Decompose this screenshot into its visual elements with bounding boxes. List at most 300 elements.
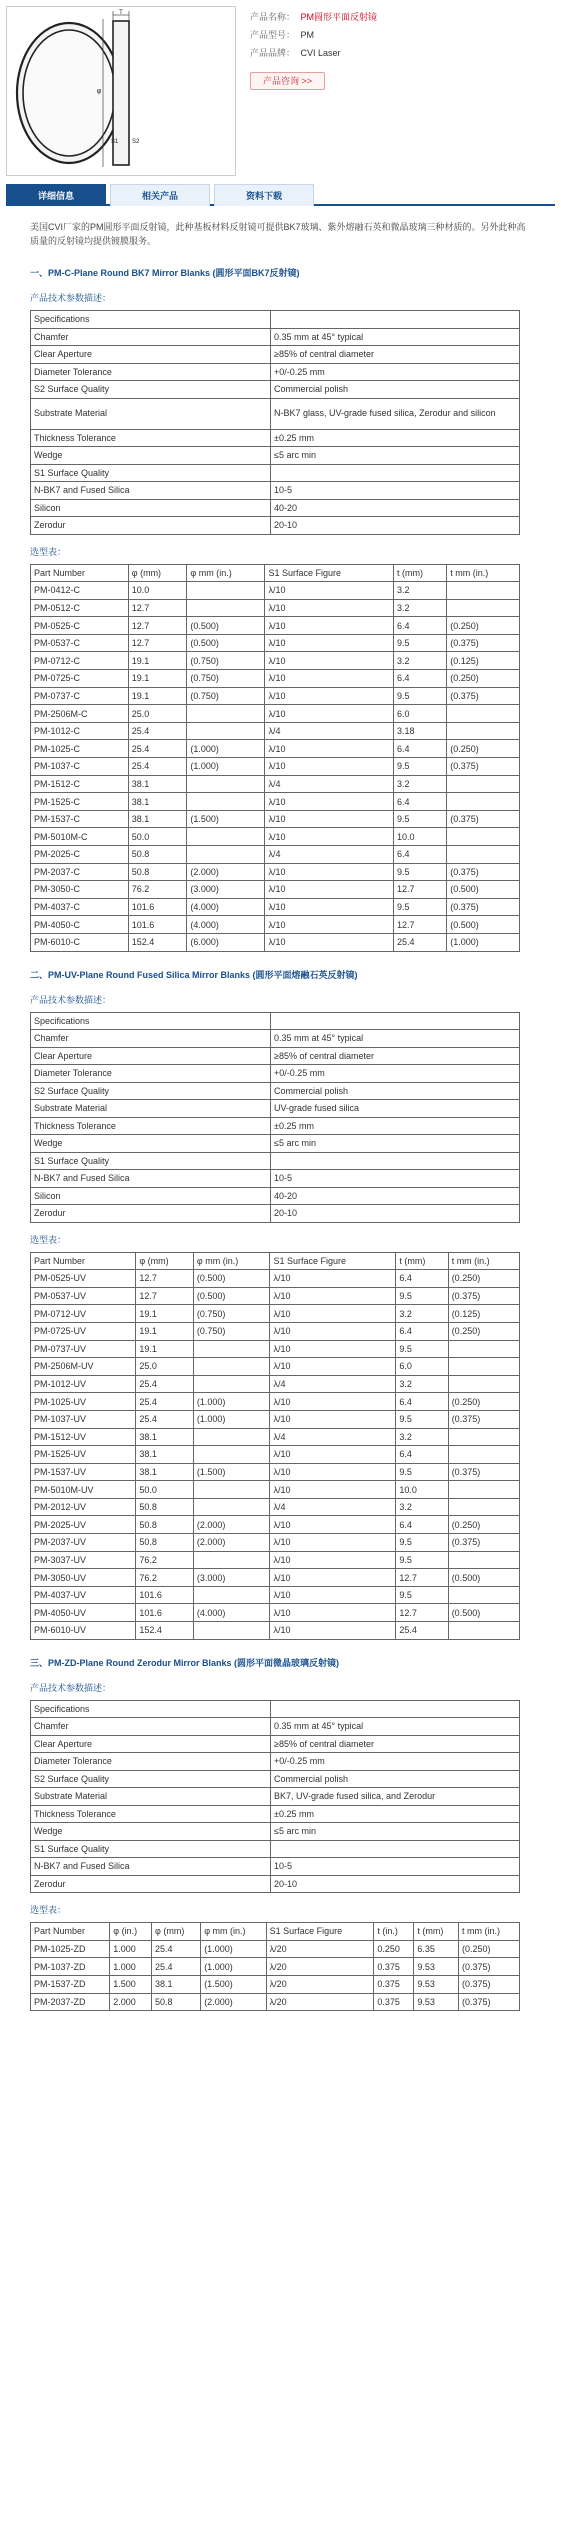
spec-value-cell: 20-10	[271, 1875, 520, 1893]
column-header: Part Number	[31, 564, 129, 582]
table-cell: (2.000)	[201, 1993, 266, 2011]
table-cell: (0.500)	[193, 1270, 270, 1288]
part-number-cell: PM-5010M-UV	[31, 1481, 136, 1499]
spec-name-cell: Clear Aperture	[31, 1047, 271, 1065]
table-cell: λ/10	[265, 740, 393, 758]
spec-name-cell: Diameter Tolerance	[31, 1753, 271, 1771]
spec-row	[31, 1012, 520, 1030]
table-cell	[447, 599, 520, 617]
table-cell: 3.2	[393, 582, 446, 600]
table-cell: (0.500)	[448, 1604, 519, 1622]
spec-name-cell: Wedge	[31, 1823, 271, 1841]
part-number-cell: PM-4037-UV	[31, 1586, 136, 1604]
table-cell: 50.8	[136, 1498, 194, 1516]
table-row	[31, 1375, 520, 1393]
table-cell: λ/10	[270, 1287, 396, 1305]
table-cell: 6.0	[393, 705, 446, 723]
table-cell: 25.4	[393, 933, 446, 951]
column-header: t mm (in.)	[447, 564, 520, 582]
table-cell: 25.4	[128, 740, 187, 758]
part-number-cell: PM-1037-UV	[31, 1410, 136, 1428]
spec-name-cell: Wedge	[31, 447, 271, 465]
part-number-cell: PM-0512-C	[31, 599, 129, 617]
table-cell: (0.375)	[447, 687, 520, 705]
table-row	[31, 1516, 520, 1534]
part-number-cell: PM-5010M-C	[31, 828, 129, 846]
table-cell: 0.375	[374, 1975, 414, 1993]
table-row	[31, 793, 520, 811]
table-cell: 38.1	[136, 1463, 194, 1481]
table-cell: 0.375	[374, 1993, 414, 2011]
table-cell: λ/10	[270, 1463, 396, 1481]
table-cell: (2.000)	[193, 1534, 270, 1552]
table-cell: 9.53	[414, 1975, 459, 1993]
column-header: t (in.)	[374, 1923, 414, 1941]
table-cell: λ/10	[270, 1586, 396, 1604]
table-cell: (0.375)	[448, 1463, 519, 1481]
part-number-cell: PM-0725-C	[31, 670, 129, 688]
spec-row	[31, 1082, 520, 1100]
product-image	[6, 6, 236, 176]
selection-table	[30, 564, 520, 952]
table-cell: 38.1	[128, 810, 187, 828]
table-cell: 9.5	[396, 1551, 448, 1569]
part-number-cell: PM-1537-ZD	[31, 1975, 110, 1993]
table-row	[31, 617, 520, 635]
table-cell	[187, 582, 265, 600]
table-cell: 76.2	[128, 881, 187, 899]
table-row	[31, 1393, 520, 1411]
spec-row	[31, 1700, 520, 1718]
part-number-cell: PM-4037-C	[31, 898, 129, 916]
spec-row	[31, 363, 520, 381]
spec-value-cell: +0/-0.25 mm	[271, 1753, 520, 1771]
table-cell: (1.000)	[187, 758, 265, 776]
spec-name-cell: Specifications	[31, 1700, 271, 1718]
table-cell: 9.5	[393, 758, 446, 776]
spec-name-cell: Zerodur	[31, 1205, 271, 1223]
spec-value-cell	[271, 1700, 520, 1718]
part-number-cell: PM-6010-UV	[31, 1622, 136, 1640]
column-header: φ (mm)	[136, 1252, 194, 1270]
spec-value-cell: 40-20	[271, 499, 520, 517]
column-header: Part Number	[31, 1923, 110, 1941]
table-cell: 3.2	[396, 1375, 448, 1393]
table-cell: (2.000)	[193, 1516, 270, 1534]
spec-name-cell: N-BK7 and Fused Silica	[31, 482, 271, 500]
spec-value-cell: ≥85% of central diameter	[271, 1047, 520, 1065]
table-cell: 1.000	[110, 1958, 152, 1976]
table-cell: 9.5	[393, 898, 446, 916]
part-number-cell: PM-1537-C	[31, 810, 129, 828]
table-cell: 19.1	[128, 652, 187, 670]
table-cell: 38.1	[136, 1446, 194, 1464]
spec-row	[31, 1823, 520, 1841]
table-cell: 3.2	[393, 652, 446, 670]
part-number-cell: PM-0712-UV	[31, 1305, 136, 1323]
spec-value-cell: 10-5	[271, 482, 520, 500]
table-cell: λ/20	[266, 1993, 374, 2011]
spec-name-cell: Specifications	[31, 311, 271, 329]
spec-name-cell: Silicon	[31, 499, 271, 517]
spec-name-cell: Substrate Material	[31, 1100, 271, 1118]
table-row	[31, 1428, 520, 1446]
table-row	[31, 1270, 520, 1288]
spec-row	[31, 1187, 520, 1205]
spec-row	[31, 1753, 520, 1771]
part-number-cell: PM-0537-C	[31, 634, 129, 652]
table-cell: 3.2	[396, 1428, 448, 1446]
table-cell: λ/10	[270, 1340, 396, 1358]
product-name-line	[250, 8, 550, 26]
section-title: 三、PM-ZD-Plane Round Zerodur Mirror Blanks (圆形平面微晶玻璃反射镜)	[30, 1657, 340, 1668]
spec-row	[31, 1718, 520, 1736]
spec-row	[31, 1047, 520, 1065]
tab-details[interactable]: 详细信息	[6, 184, 106, 206]
table-cell: 101.6	[128, 916, 187, 934]
table-cell	[193, 1358, 270, 1376]
table-row	[31, 1463, 520, 1481]
table-cell	[448, 1498, 519, 1516]
section-title: 一、PM-C-Plane Round BK7 Mirror Blanks (圆形平面BK7反射镜)	[30, 268, 300, 278]
column-header: S1 Surface Figure	[270, 1252, 396, 1270]
table-cell: λ/10	[270, 1322, 396, 1340]
table-cell: λ/4	[265, 775, 393, 793]
table-cell: 9.5	[393, 687, 446, 705]
spec-value-cell: ≤5 arc min	[271, 447, 520, 465]
table-cell: 6.4	[396, 1322, 448, 1340]
spec-name-cell: N-BK7 and Fused Silica	[31, 1170, 271, 1188]
table-cell: λ/10	[265, 810, 393, 828]
table-cell: (6.000)	[187, 933, 265, 951]
inquiry-button[interactable]: 产品咨询 >>	[250, 72, 325, 90]
table-cell: (4.000)	[193, 1604, 270, 1622]
table-cell	[448, 1481, 519, 1499]
table-cell	[187, 599, 265, 617]
table-cell: (0.375)	[447, 810, 520, 828]
part-number-cell: PM-2037-UV	[31, 1534, 136, 1552]
table-cell: 2.000	[110, 1993, 152, 2011]
table-cell: λ/10	[265, 933, 393, 951]
part-number-cell: PM-0525-C	[31, 617, 129, 635]
table-cell: 12.7	[128, 634, 187, 652]
table-row	[31, 933, 520, 951]
table-cell: 10.0	[393, 828, 446, 846]
table-cell: λ/10	[265, 687, 393, 705]
table-cell: (0.375)	[459, 1975, 520, 1993]
part-number-cell: PM-1037-C	[31, 758, 129, 776]
table-cell: (0.250)	[447, 670, 520, 688]
table-cell	[448, 1340, 519, 1358]
table-cell: (0.250)	[448, 1270, 519, 1288]
spec-value-cell: ≥85% of central diameter	[271, 346, 520, 364]
spec-row	[31, 1788, 520, 1806]
table-cell: (1.000)	[187, 740, 265, 758]
table-cell: 12.7	[136, 1270, 194, 1288]
table-cell: (0.250)	[448, 1322, 519, 1340]
table-cell: 38.1	[152, 1975, 201, 1993]
table-cell: (0.375)	[459, 1958, 520, 1976]
table-cell: (0.500)	[447, 916, 520, 934]
table-cell: 6.35	[414, 1940, 459, 1958]
table-cell: 50.8	[136, 1534, 194, 1552]
spec-value-cell: 10-5	[271, 1858, 520, 1876]
spec-name-cell: Specifications	[31, 1012, 271, 1030]
spec-value-cell: ≤5 arc min	[271, 1823, 520, 1841]
table-cell: 9.5	[396, 1340, 448, 1358]
table-cell: λ/10	[265, 758, 393, 776]
product-section	[30, 968, 531, 1640]
table-row	[31, 634, 520, 652]
spec-name-cell: Silicon	[31, 1187, 271, 1205]
table-cell: (1.000)	[193, 1410, 270, 1428]
table-cell	[187, 705, 265, 723]
table-cell: 9.53	[414, 1993, 459, 2011]
table-row	[31, 1958, 520, 1976]
table-cell	[187, 775, 265, 793]
table-cell: λ/10	[265, 916, 393, 934]
spec-row	[31, 398, 520, 429]
table-cell: 9.5	[393, 634, 446, 652]
table-cell	[193, 1586, 270, 1604]
product-brand-line	[250, 44, 550, 62]
spec-value-cell: ≤5 arc min	[271, 1135, 520, 1153]
table-row	[31, 810, 520, 828]
spec-row	[31, 1770, 520, 1788]
table-cell	[187, 846, 265, 864]
spec-label: 产品技术参数描述：	[30, 293, 112, 303]
tab-bar	[6, 184, 555, 206]
table-row	[31, 846, 520, 864]
spec-value-cell: ±0.25 mm	[271, 1805, 520, 1823]
table-row	[31, 1534, 520, 1552]
part-number-cell: PM-4050-UV	[31, 1604, 136, 1622]
table-cell: λ/10	[270, 1270, 396, 1288]
product-model-line	[250, 26, 550, 44]
part-number-cell: PM-0725-UV	[31, 1322, 136, 1340]
table-cell	[448, 1358, 519, 1376]
table-cell	[193, 1446, 270, 1464]
sections-container	[30, 266, 531, 2011]
part-number-cell: PM-2506M-UV	[31, 1358, 136, 1376]
table-row	[31, 687, 520, 705]
table-row	[31, 1481, 520, 1499]
table-cell	[448, 1446, 519, 1464]
table-row	[31, 881, 520, 899]
table-cell: λ/10	[265, 828, 393, 846]
spec-row	[31, 328, 520, 346]
spec-row	[31, 311, 520, 329]
tab-downloads[interactable]: 资料下载	[214, 184, 314, 206]
table-header-row	[31, 1252, 520, 1270]
part-number-cell: PM-3037-UV	[31, 1551, 136, 1569]
product-model-label: 产品型号：	[250, 30, 296, 40]
spec-row	[31, 1735, 520, 1753]
part-number-cell: PM-1512-UV	[31, 1428, 136, 1446]
table-header-row	[31, 1923, 520, 1941]
table-cell: 50.8	[136, 1516, 194, 1534]
table-cell: λ/10	[265, 599, 393, 617]
table-cell: (1.000)	[193, 1393, 270, 1411]
part-number-cell: PM-1012-UV	[31, 1375, 136, 1393]
spec-row	[31, 517, 520, 535]
part-number-cell: PM-1525-UV	[31, 1446, 136, 1464]
selection-table	[30, 1252, 520, 1640]
table-cell	[193, 1551, 270, 1569]
column-header: φ (mm)	[152, 1923, 201, 1941]
spec-row	[31, 1840, 520, 1858]
part-number-cell: PM-2506M-C	[31, 705, 129, 723]
spec-name-cell: Diameter Tolerance	[31, 1065, 271, 1083]
intro-text: 美国CVI厂家的PM圆形平面反射镜，此种基板材料反射镜可提供BK7玻璃、紫外熔融石英和微晶玻璃三种材质的。另外此种高质量的反射镜均提供镀膜服务。	[30, 222, 526, 246]
spec-name-cell: Chamfer	[31, 1030, 271, 1048]
table-cell: λ/10	[265, 634, 393, 652]
column-header: t (mm)	[393, 564, 446, 582]
table-row	[31, 1305, 520, 1323]
table-cell: 9.5	[396, 1534, 448, 1552]
table-cell: λ/10	[270, 1393, 396, 1411]
spec-value-cell	[271, 1840, 520, 1858]
table-cell	[447, 846, 520, 864]
table-row	[31, 1993, 520, 2011]
spec-row	[31, 1135, 520, 1153]
table-cell: λ/10	[265, 881, 393, 899]
table-cell: 25.4	[136, 1393, 194, 1411]
table-cell: 1.500	[110, 1975, 152, 1993]
spec-row	[31, 1170, 520, 1188]
product-name-label: 产品名称：	[250, 12, 296, 22]
table-row	[31, 1569, 520, 1587]
table-cell: 25.4	[128, 758, 187, 776]
table-cell: (0.500)	[187, 634, 265, 652]
table-cell: (4.000)	[187, 898, 265, 916]
table-cell	[193, 1428, 270, 1446]
table-cell: 38.1	[136, 1428, 194, 1446]
spec-row	[31, 1117, 520, 1135]
table-cell: 25.4	[136, 1410, 194, 1428]
spec-row	[31, 464, 520, 482]
table-cell: 9.5	[396, 1586, 448, 1604]
table-cell: 3.2	[396, 1305, 448, 1323]
spec-value-cell: BK7, UV-grade fused silica, and Zerodur	[271, 1788, 520, 1806]
tab-related-products[interactable]: 相关产品	[110, 184, 210, 206]
spec-name-cell: N-BK7 and Fused Silica	[31, 1858, 271, 1876]
product-section	[30, 1656, 531, 2011]
table-cell: 19.1	[128, 670, 187, 688]
table-cell: 6.4	[396, 1270, 448, 1288]
table-cell: 50.8	[128, 863, 187, 881]
table-cell	[448, 1622, 519, 1640]
table-cell: (0.500)	[187, 617, 265, 635]
table-cell: 6.4	[396, 1393, 448, 1411]
table-cell: 3.18	[393, 722, 446, 740]
table-cell: 38.1	[128, 793, 187, 811]
spec-value-cell	[271, 311, 520, 329]
table-cell: (0.375)	[448, 1534, 519, 1552]
product-brand-label: 产品品牌：	[250, 48, 296, 58]
spec-label: 产品技术参数描述：	[30, 1682, 112, 1693]
part-number-cell: PM-0712-C	[31, 652, 129, 670]
table-cell: (3.000)	[193, 1569, 270, 1587]
product-name-value[interactable]: PM圆形平面反射镜	[300, 12, 378, 22]
spec-name-cell: Substrate Material	[31, 398, 271, 429]
table-cell: 10.0	[396, 1481, 448, 1499]
table-cell: 6.0	[396, 1358, 448, 1376]
table-cell: (0.250)	[447, 617, 520, 635]
spec-row	[31, 1065, 520, 1083]
spec-name-cell: Chamfer	[31, 1718, 271, 1736]
table-cell: λ/20	[266, 1940, 374, 1958]
table-cell: 101.6	[128, 898, 187, 916]
spec-name-cell: Zerodur	[31, 1875, 271, 1893]
table-cell	[447, 582, 520, 600]
part-number-cell: PM-4050-C	[31, 916, 129, 934]
part-number-cell: PM-1537-UV	[31, 1463, 136, 1481]
figure-label-t: T	[119, 10, 123, 16]
table-cell: λ/10	[270, 1569, 396, 1587]
table-cell: λ/4	[270, 1375, 396, 1393]
table-cell: λ/10	[270, 1516, 396, 1534]
spec-value-cell	[271, 464, 520, 482]
spec-name-cell: S1 Surface Quality	[31, 464, 271, 482]
table-cell: 12.7	[128, 599, 187, 617]
part-number-cell: PM-1525-C	[31, 793, 129, 811]
table-row	[31, 1322, 520, 1340]
mirror-drawing-icon	[7, 7, 235, 175]
table-cell: 50.0	[128, 828, 187, 846]
table-row	[31, 1410, 520, 1428]
spec-name-cell: Thickness Tolerance	[31, 429, 271, 447]
column-header: φ (mm)	[128, 564, 187, 582]
spec-value-cell: 10-5	[271, 1170, 520, 1188]
table-cell: 19.1	[136, 1340, 194, 1358]
spec-table	[30, 310, 520, 535]
part-number-cell: PM-1025-C	[31, 740, 129, 758]
table-cell: 12.7	[393, 916, 446, 934]
table-cell: λ/10	[270, 1604, 396, 1622]
part-number-cell: PM-0412-C	[31, 582, 129, 600]
table-cell: 76.2	[136, 1569, 194, 1587]
table-cell: λ/4	[270, 1498, 396, 1516]
column-header: S1 Surface Figure	[265, 564, 393, 582]
spec-label: 产品技术参数描述：	[30, 994, 112, 1005]
table-cell: 6.4	[393, 670, 446, 688]
table-cell: 12.7	[128, 617, 187, 635]
table-cell: 38.1	[128, 775, 187, 793]
table-row	[31, 1586, 520, 1604]
spec-value-cell: 0.35 mm at 45° typical	[271, 1030, 520, 1048]
table-cell: (0.250)	[447, 740, 520, 758]
table-cell: (0.750)	[193, 1305, 270, 1323]
spec-value-cell: ±0.25 mm	[271, 429, 520, 447]
table-cell: (0.750)	[193, 1322, 270, 1340]
table-cell: (0.500)	[447, 881, 520, 899]
table-cell: (0.750)	[187, 687, 265, 705]
selection-table-label: 选型表：	[30, 546, 67, 557]
column-header: φ mm (in.)	[201, 1923, 266, 1941]
table-cell: λ/10	[265, 863, 393, 881]
table-cell	[187, 793, 265, 811]
spec-value-cell: ±0.25 mm	[271, 1117, 520, 1135]
table-cell: (0.375)	[447, 898, 520, 916]
table-cell: 25.0	[136, 1358, 194, 1376]
table-cell: (0.250)	[459, 1940, 520, 1958]
table-cell: (0.750)	[187, 670, 265, 688]
table-cell	[447, 793, 520, 811]
spec-name-cell: Clear Aperture	[31, 346, 271, 364]
table-cell: λ/10	[270, 1358, 396, 1376]
table-cell: 0.250	[374, 1940, 414, 1958]
